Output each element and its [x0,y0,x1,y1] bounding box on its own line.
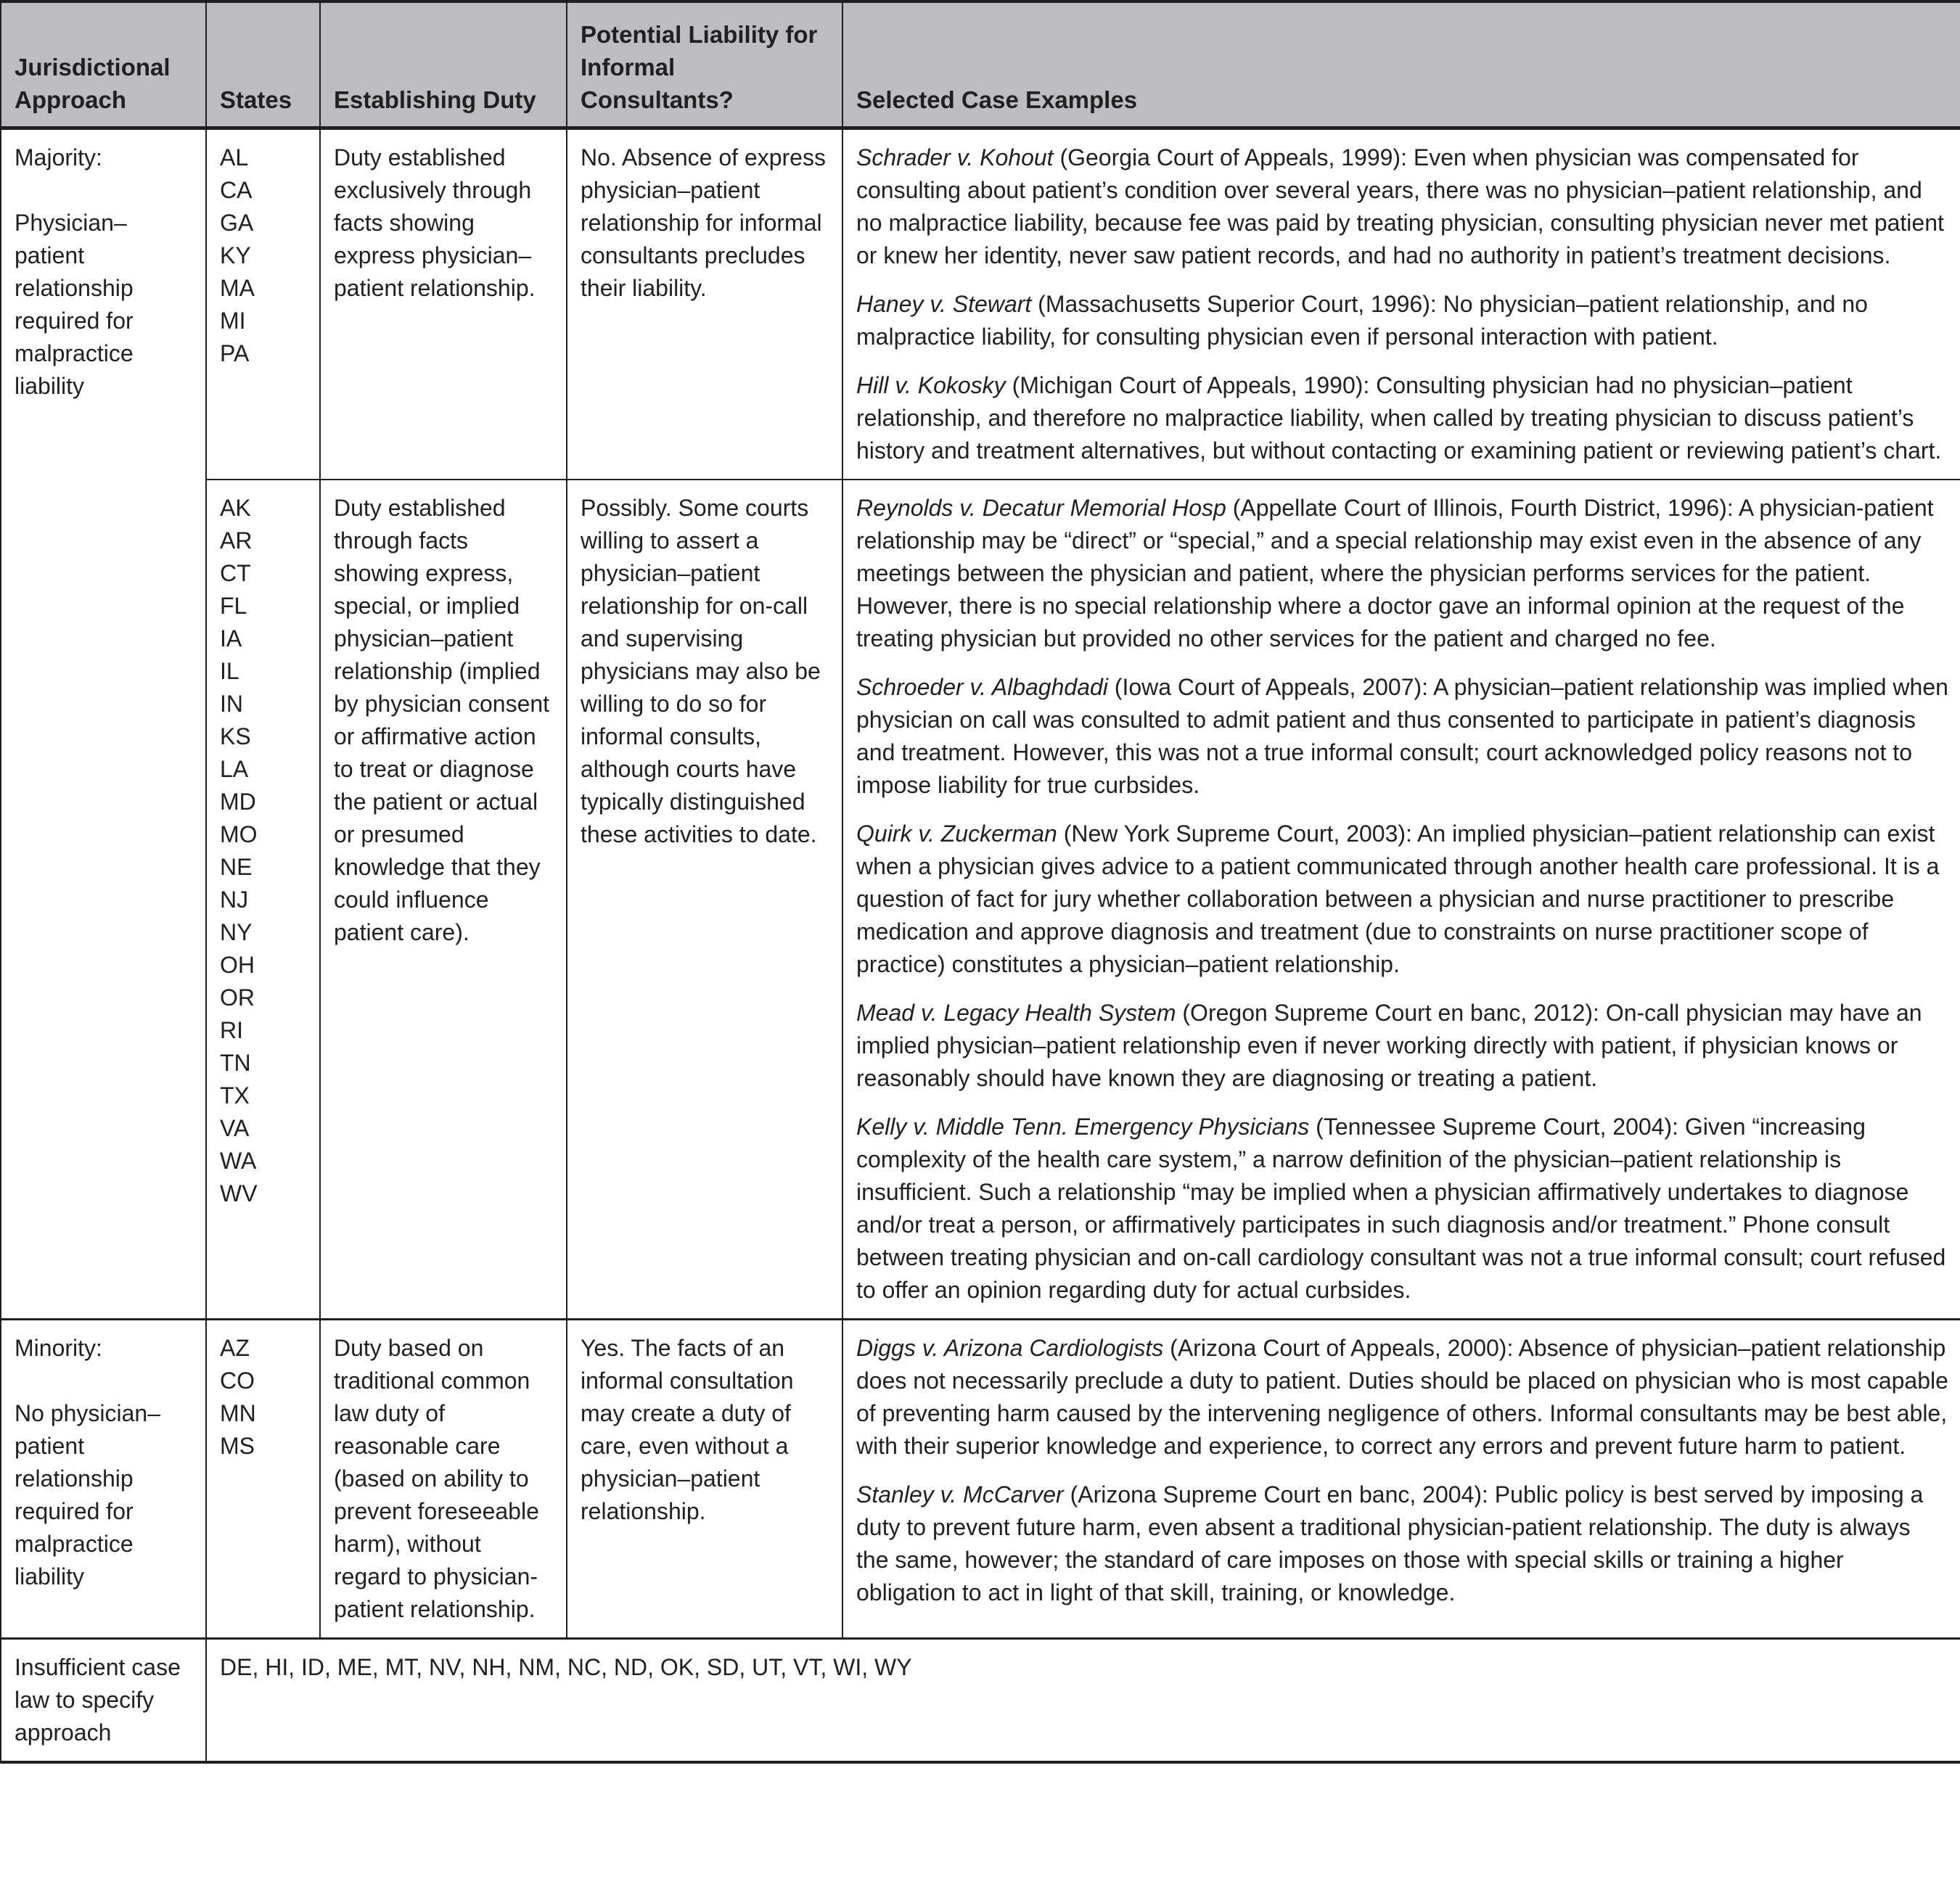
case-example [856,1332,1948,1463]
state-abbreviation: AL [220,144,249,170]
case-example [856,1111,1948,1307]
states-list [220,492,308,1210]
table-body [1,128,1960,1763]
state-abbreviation: NJ [220,887,249,913]
table-row-insufficient [1,1639,1960,1763]
state-abbreviation: OR [220,984,255,1011]
case-example [856,288,1948,353]
case-name: Diggs v. Arizona Cardiologists [856,1335,1164,1361]
state-abbreviation: MD [220,789,256,815]
state-abbreviation: VA [220,1115,250,1141]
state-abbreviation: NY [220,919,253,945]
case-name: Schroeder v. Albaghdadi [856,674,1108,700]
case-example [856,141,1948,272]
state-abbreviation: PA [220,340,250,366]
liability-cell: Yes. The facts of an informal consultation may create a duty of care, even without a physician–patient relationship. [567,1320,842,1639]
case-example [856,369,1948,467]
state-abbreviation: CA [220,177,253,203]
cases-cell [842,128,1960,480]
header-selected-case-examples: Selected Case Examples [842,1,1960,128]
case-description: (Michigan Court of Appeals, 1990): Consulting physician had no physician–patient relationship, and therefore no malpractice liability, when called by treating physician to discuss patient’s history and treatment alternatives, but without contacting or examining patient or reviewing patient’s chart. [856,372,1942,464]
states-cell [206,128,320,480]
approach-description: Physician–patient relationship required for malpractice liability [15,210,134,399]
table-row-majority-express [1,128,1960,480]
case-name: Schrader v. Kohout [856,144,1054,170]
case-description: (Massachusetts Superior Court, 1996): No physician–patient relationship, and no malpractice liability, for consulting physician even if personal interaction with patient. [856,291,1868,350]
duty-cell: Duty established through facts showing express, special, or implied physician–patient relationship (implied by physician consent or affirmative action to treat or diagnose the patient or actual or presumed knowledge that they could influence patient care). [320,480,567,1320]
table-row-majority-implied [1,480,1960,1320]
approach-cell-majority [1,128,206,1320]
case-list [856,492,1948,1307]
header-row [1,1,1960,128]
state-abbreviation: MO [220,821,258,847]
case-description: (New York Supreme Court, 2003): An implied physician–patient relationship can exist when a physician gives advice to a patient communicated through another health care professional. It is a question of fact for jury whether collaboration between a physician and nurse practitioner to prescribe medication and approve diagnosis and treatment (due to constraints on nurse practitioner scope of practice) constitutes a physician–patient relationship. [856,821,1940,977]
state-abbreviation: OH [220,952,255,978]
approach-cell-minority [1,1320,206,1639]
state-abbreviation: AR [220,527,253,554]
case-example [856,1479,1948,1609]
case-description: (Tennessee Supreme Court, 2004): Given “increasing complexity of the health care system,” a narrow definition of the physician–patient relationship is insufficient. Such a relationship “may be implied when a physician affirmatively undertakes to diagnose and/or treat a person, or affirmatively participates in such diagnosis and/or treatment.” Phone consult between treating physician and on-call cardiology consultant was not a true informal consult; court refused to offer an opinion regarding duty for actual curbsides. [856,1114,1946,1303]
state-abbreviation: WV [220,1180,258,1206]
state-abbreviation: KY [220,242,251,268]
case-example [856,818,1948,981]
approach-label: Minority: [15,1335,102,1361]
state-abbreviation: KS [220,723,251,749]
case-example [856,997,1948,1095]
state-abbreviation: NE [220,854,253,880]
case-description: (Georgia Court of Appeals, 1999): Even when physician was compensated for consulting about patient’s condition over several years, there was no physician–patient relationship, and no malpractice liability, because fee was paid by treating physician, consulting physician never met patient or knew her identity, never saw patient records, and had no authority in patient’s treatment decisions. [856,144,1944,268]
state-abbreviation: GA [220,210,254,236]
header-establishing-duty: Establishing Duty [320,1,567,128]
table-row-minority [1,1320,1960,1639]
case-name: Haney v. Stewart [856,291,1032,317]
case-description: (Oregon Supreme Court en banc, 2012): On-call physician may have an implied physician–patient relationship even if never working directly with patient, if physician knows or reasonably should have known they are diagnosing or treating a patient. [856,1000,1922,1091]
state-abbreviation: FL [220,593,247,619]
case-name: Stanley v. McCarver [856,1481,1064,1508]
header-states: States [206,1,320,128]
case-example [856,492,1948,655]
case-description: (Iowa Court of Appeals, 2007): A physician–patient relationship was implied when physician on call was consulted to admit patient and thus consented to participate in patient’s diagnosis and treatment. However, this was not a true informal consult; court acknowledged policy reasons not to impose liability for true curbsides. [856,674,1948,798]
states-list [220,1332,308,1463]
state-abbreviation: MN [220,1400,256,1426]
state-abbreviation: CO [220,1368,255,1394]
state-abbreviation: MA [220,275,255,301]
states-cell [206,1320,320,1639]
state-abbreviation: MI [220,308,246,334]
case-list [856,1332,1948,1609]
cases-cell [842,480,1960,1320]
case-description: (Appellate Court of Illinois, Fourth District, 1996): A physician-patient relationship may be “direct” or “special,” and a special relationship may exist even in the absence of any meetings between the physician and patient, where the physician performs services for the patient. However, there is no special relationship where a doctor gave an informal opinion at the request of the treating physician but provided no other services for the patient and charged no fee. [856,495,1934,651]
state-abbreviation: WA [220,1148,257,1174]
state-abbreviation: IN [220,691,243,717]
state-abbreviation: IA [220,625,242,651]
case-list [856,141,1948,467]
state-abbreviation: AZ [220,1335,250,1361]
case-name: Quirk v. Zuckerman [856,821,1057,847]
case-example [856,671,1948,802]
state-abbreviation: TX [220,1082,250,1109]
liability-cell: Possibly. Some courts willing to assert a physician–patient relationship for on-call and supervising physicians may also be willing to do so for informal consults, although courts have typically distinguished these activities to date. [567,480,842,1320]
case-description: (Arizona Supreme Court en banc, 2004): Public policy is best served by imposing a duty to prevent future harm, even absent a traditional physician-patient relationship. The duty is always the same, however; the standard of care imposes on those with special skills or training a higher obligation to act in light of that skill, training, or knowledge. [856,1481,1924,1605]
case-name: Reynolds v. Decatur Memorial Hosp [856,495,1226,521]
state-abbreviation: AK [220,495,251,521]
case-description: (Arizona Court of Appeals, 2000): Absence of physician–patient relationship does not necessarily preclude a duty to patient. Duties should be placed on physician who is most capable of preventing harm caused by the intervening negligence of others. Informal consultants may be best able, with their superior knowledge and experience, to correct any errors and prevent future harm to patient. [856,1335,1948,1459]
cases-cell [842,1320,1960,1639]
state-abbreviation: IL [220,658,239,684]
insufficient-states-cell: DE, HI, ID, ME, MT, NV, NH, NM, NC, ND, OK, SD, UT, VT, WI, WY [206,1639,1960,1763]
table-header [1,1,1960,128]
state-abbreviation: CT [220,560,251,586]
state-abbreviation: TN [220,1050,251,1076]
state-abbreviation: MS [220,1433,255,1459]
header-jurisdictional-approach: Jurisdictional Approach [1,1,206,128]
approach-label: Majority: [15,144,102,170]
header-potential-liability: Potential Liability for Informal Consultants? [567,1,842,128]
state-abbreviation: LA [220,756,249,782]
duty-cell: Duty established exclusively through facts showing express physician–patient relationship. [320,128,567,480]
states-cell [206,480,320,1320]
approach-cell-insufficient: Insufficient case law to specify approach [1,1639,206,1763]
duty-cell: Duty based on traditional common law duty of reasonable care (based on ability to prevent foreseeable harm), without regard to physician-patient relationship. [320,1320,567,1639]
case-name: Hill v. Kokosky [856,372,1006,398]
approach-description: No physician–patient relationship required for malpractice liability [15,1400,160,1590]
case-name: Kelly v. Middle Tenn. Emergency Physicians [856,1114,1310,1140]
liability-cell: No. Absence of express physician–patient relationship for informal consultants precludes their liability. [567,128,842,480]
states-list [220,141,308,370]
state-abbreviation: RI [220,1017,243,1043]
case-name: Mead v. Legacy Health System [856,1000,1176,1026]
